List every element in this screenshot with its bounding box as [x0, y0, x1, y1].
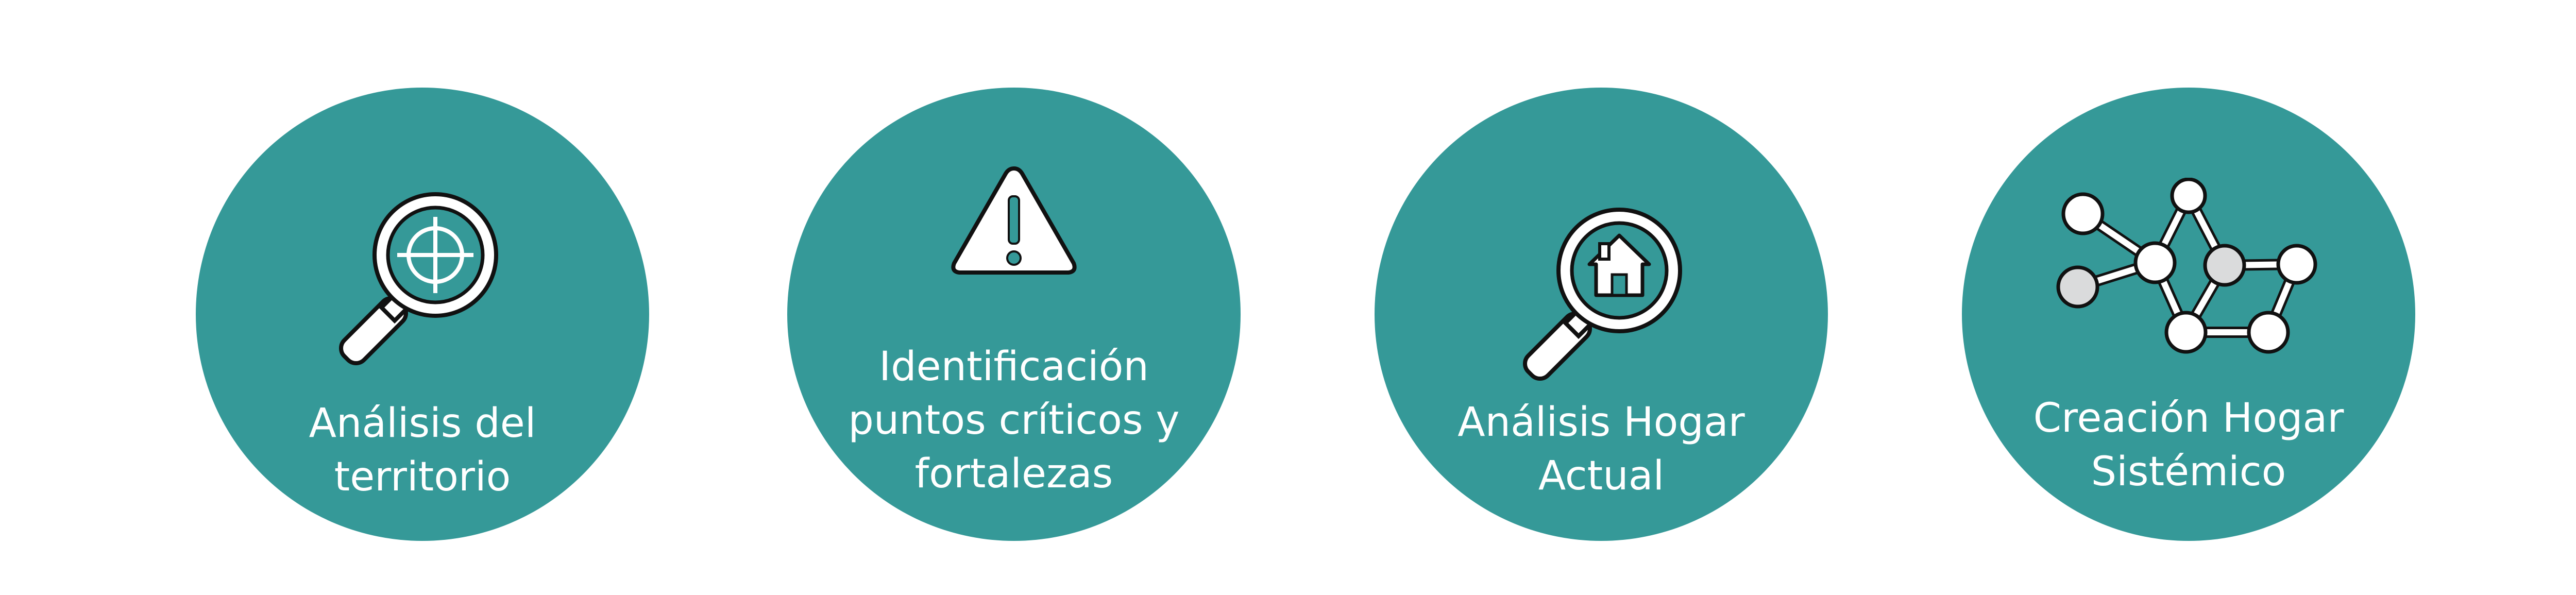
step-label-line: territorio [334, 454, 511, 500]
step-label [206, 397, 639, 504]
step-label-line: puntos críticos y [848, 397, 1180, 444]
step-circle-home-analysis [1375, 88, 1828, 541]
warning-triangle-icon [947, 162, 1081, 281]
step-label [1972, 392, 2405, 499]
step-label-line: Análisis del [309, 400, 536, 447]
step-circle-critical-points [787, 88, 1241, 541]
step-label-line: Sistémico [2091, 449, 2286, 495]
network-nodes-icon [2052, 178, 2341, 384]
step-circle-systemic-home [1962, 88, 2415, 541]
step-circle-territory-analysis [196, 88, 649, 541]
step-label-line: fortalezas [914, 451, 1113, 497]
step-label [798, 340, 1230, 501]
step-label-line: Creación Hogar [2033, 395, 2344, 441]
step-label-line: Identificación [879, 344, 1149, 390]
magnifier-target-icon [327, 188, 513, 373]
step-label-line: Actual [1538, 453, 1665, 499]
step-label-line: Análisis Hogar [1458, 399, 1745, 446]
step-label [1385, 396, 1818, 503]
magnifier-house-icon [1511, 203, 1697, 389]
